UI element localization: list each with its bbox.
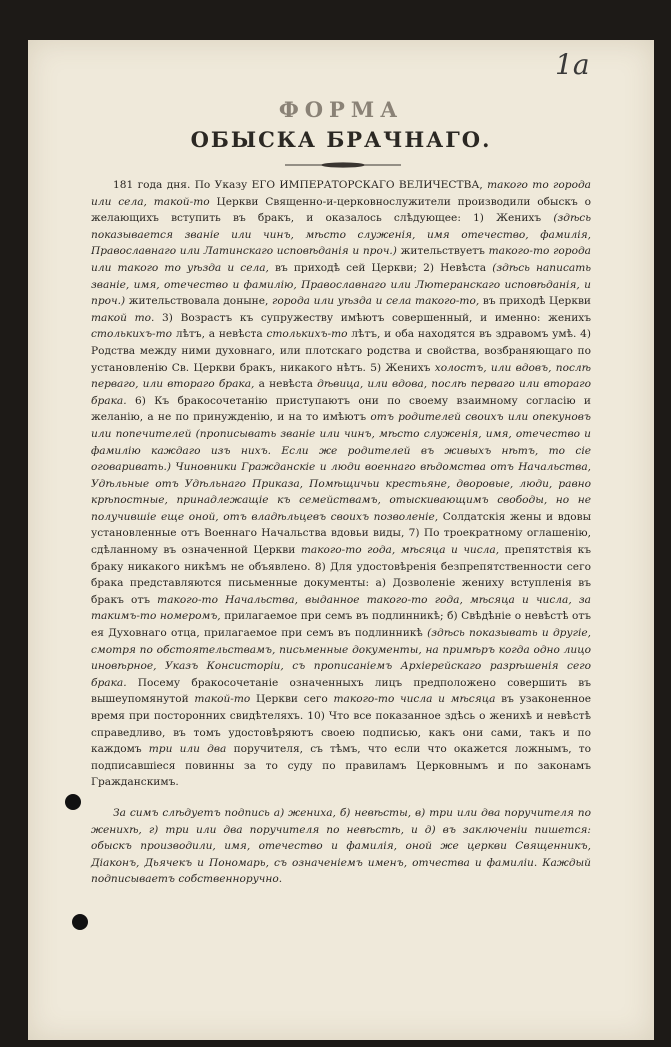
title-main: ОБЫСКА БРАЧНАГО. [190,127,492,152]
page-number: 1а [555,48,590,81]
title-form: ФОРМА [278,97,404,122]
main-paragraph: 181 года дня. По Указу ЕГО ИМПЕРАТОРСКАГО ВЕЛИЧЕСТВА, такого то города или села, такой-то Церкви Священно-и-церковнослужители производили обыскъ о желающихъ вступить въ бракъ, и оказалось слѣдующее: 1) Женихъ (здѣсь показывается званіе или чинъ, мѣсто служенія, имя отечество, фамилія, Православнаго или Латинскаго исповѣданія и проч.) жительствуетъ такого-то города или такого то уѣзда и села, въ приходѣ сей Церкви; 2) Невѣста (здѣсь написать званіе, имя, отечество и фамилію, Православнаго или Лютеранскаго исповѣданія, и проч.) жительствовала доныне, города или уѣзда и села такого-то, въ приходѣ Церкви такой то. 3) Возрастъ къ супружеству имѣютъ совершенный, и именно: женихъ столькихъ-то лѣтъ, а невѣста столькихъ-то лѣтъ, и оба находятся въ здравомъ умѣ. 4) Родства между ними духовнаго, или плотскаго родства и свойства, возбраняющаго по установленію Св. Церкви бракъ, никакого нѣтъ. 5) Женихъ холостъ, или вдовъ, послѣ перваго, или втораго брака, а невѣста дѣвица, или вдова, послѣ перваго или втораго брака. 6) Къ бракосочетанію приступаютъ они по своему взаимному согласію и желанію, а не по принужденію, и на то имѣютъ отъ родителей своихъ или опекуновъ или попечителей (прописывать званіе или чинъ, мѣсто служенія, имя, отечество и фамилію каждаго изъ нихъ. Если же родителей въ живыхъ нѣтъ, то сіе оговаривать.) Чиновники Гражданскіе и люди военнаго вѣдомства отъ Начальства, Удѣльные отъ Удѣльнаго Приказа, Помѣщичьи крестьяне, дворовые, люди, равно крѣпостные, принадлежащіе къ семействамъ, отыскивающимъ свободы, но не получившіе еще оной, отъ владѣльцевъ своихъ позволеніе, Солдатскія жены и вдовы установленные отъ Военнаго Начальства вдовьи виды, 7) По троекратному оглашенію, сдѣланному въ означенной Церкви такого-то года, мѣсяца и числа, препятствія къ браку никакого никѣмъ не объявлено. 8) Для удостовѣренія безпрепятственности сего брака представляются письменные документы: а) Дозволеніе жениху вступленія въ бракъ отъ такого-то Начальства, выданное такого-то года, мѣсяца и числа, за такимъ-то номеромъ, прилагаемое при семъ въ подлинникѣ; б) Свѣдѣніе о невѣстѣ отъ ея Духовнаго отца, прилагаемое при семъ въ подлинникѣ (здѣсь показывать и другіе, смотря по обстоятельствамъ, письменные документы, на примѣръ когда одно лицо иновѣрное, Указъ Консисторіи, съ прописаніемъ Архіерейскаго разрѣшенія сего брака. Посему бракосочетаніе означенныхъ лицъ предположено совершить въ вышеупомянутой такой-то Церкви сего такого-то числа и мѣсяца въ узаконенное время при посторонних свидѣтеляхъ. 10) Что все показанное здѣсь о женихѣ и невѣстѣ справедливо, въ томъ удостовѣряютъ своею подписью, какъ они сами, такъ и по каждомъ три или два поручителя, съ тѣмъ, что если что окажется ложнымъ, то подписавшіеся повинны за то суду по правиламъ Церковнымъ и по законамъ Гражданскимъ. [91,179,592,789]
signature-instructions: За симъ слѣдуетъ подпись а) жениха, б) невѣсты, в) три или два поручителя по женихѣ, г) три или два поручителя по невѣстѣ, и д) въ заключеніи пишется: обыскъ производили, имя, отечество и фамилія, оной же церкви Священникъ, Діаконъ, Дьячекъ и Пономарь, съ означеніемъ именъ, отчества и фамиліи. Каждый подписываетъ собственноручно. [91,806,591,886]
body-text [91,177,591,888]
binding-hole-icon [65,794,81,810]
title-ornament [283,161,403,169]
document-page [28,40,654,1040]
binding-hole-icon [72,914,88,930]
